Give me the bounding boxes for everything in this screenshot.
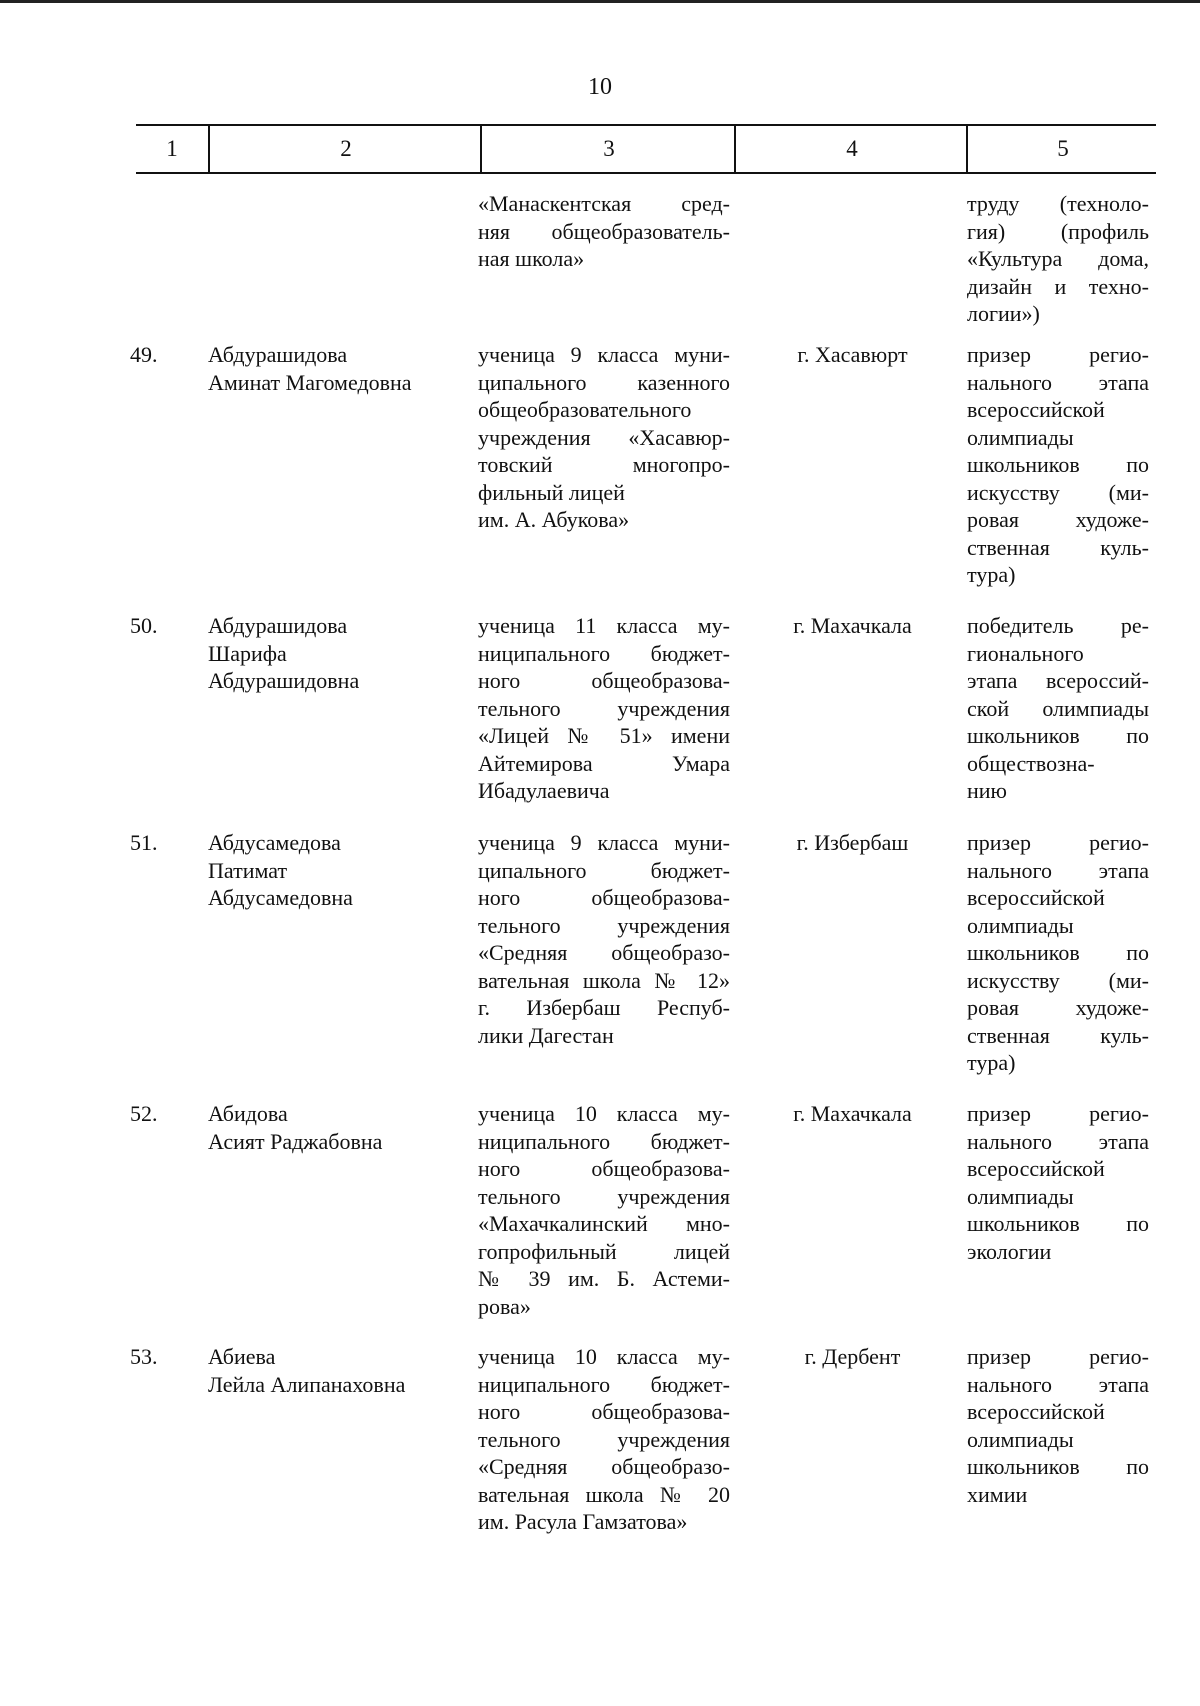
student-achievement: призер регио- нального этапа всероссийской олимпиады школьников по искусству (ми- ровая художе- ственная куль- тура) xyxy=(967,830,1149,1075)
row-number: 51. xyxy=(130,830,158,855)
student-institution: ученица 11 класса му- ниципального бюджет- ного общеобразова- тельного учреждения «Лицей № 51» имени Айтемирова Умара Ибадулаевича xyxy=(478,613,730,803)
table-header xyxy=(136,124,1156,174)
student-institution: ученица 9 класса муни- ципального казенного общеобразовательного учреждения «Хасавюр- товский многопро- фильный лицей им. А. Абукова» xyxy=(478,342,730,532)
continuation-achievement: труду (техноло- гия) (профиль «Культура дома, дизайн и техно- логии») xyxy=(967,191,1149,326)
student-achievement: победитель ре- гионального этапа всероссий- ской олимпиады школьников по обществозна- нию xyxy=(967,613,1149,803)
student-city: г. Махачкала xyxy=(793,1101,912,1126)
student-name: Абиева Лейла Алипанаховна xyxy=(208,1344,406,1397)
row-number: 50. xyxy=(130,613,158,638)
page-number: 10 xyxy=(588,74,612,100)
student-achievement: призер регио- нального этапа всероссийской олимпиады школьников по химии xyxy=(967,1344,1149,1507)
column-header-5: 5 xyxy=(966,126,1158,172)
student-city: г. Избербаш xyxy=(796,830,909,855)
column-header-3: 3 xyxy=(480,126,736,172)
student-achievement: призер регио- нального этапа всероссийской олимпиады школьников по экологии xyxy=(967,1101,1149,1264)
student-city: г. Махачкала xyxy=(793,613,912,638)
row-number: 53. xyxy=(130,1344,158,1369)
student-name: Абдусамедова Патимат Абдусамедовна xyxy=(208,830,353,910)
student-institution: ученица 10 класса му- ниципального бюджет- ного общеобразова- тельного учреждения «Махачкалинский мно- гопрофильный лицей № 39 им. Б. Астеми- рова» xyxy=(478,1101,730,1319)
student-institution: ученица 9 класса муни- ципального бюджет- ного общеобразова- тельного учреждения «Средняя общеобразо- вательная школа № 12» г. Избербаш Респуб- лики Дагестан xyxy=(478,830,730,1048)
row-number: 49. xyxy=(130,342,158,367)
student-achievement: призер регио- нального этапа всероссийской олимпиады школьников по искусству (ми- ровая художе- ственная куль- тура) xyxy=(967,342,1149,587)
column-header-1: 1 xyxy=(166,136,178,161)
column-header-4: 4 xyxy=(734,126,968,172)
student-name: Абидова Асият Раджабовна xyxy=(208,1101,383,1154)
student-name: Абдурашидова Аминат Магомедовна xyxy=(208,342,412,395)
student-city: г. Дербент xyxy=(804,1344,901,1369)
row-number: 52. xyxy=(130,1101,158,1126)
continuation-institution: «Манаскентская сред- няя общеобразователь- ная школа» xyxy=(478,191,730,271)
student-institution: ученица 10 класса му- ниципального бюджет- ного общеобразова- тельного учреждения «Средняя общеобразо- вательная школа № 20 им. Расула Гамзатова» xyxy=(478,1344,730,1534)
student-name: Абдурашидова Шарифа Абдурашидовна xyxy=(208,613,360,693)
column-header-2: 2 xyxy=(208,126,482,172)
page-top-border xyxy=(0,0,1200,3)
student-city: г. Хасавюрт xyxy=(797,342,908,367)
